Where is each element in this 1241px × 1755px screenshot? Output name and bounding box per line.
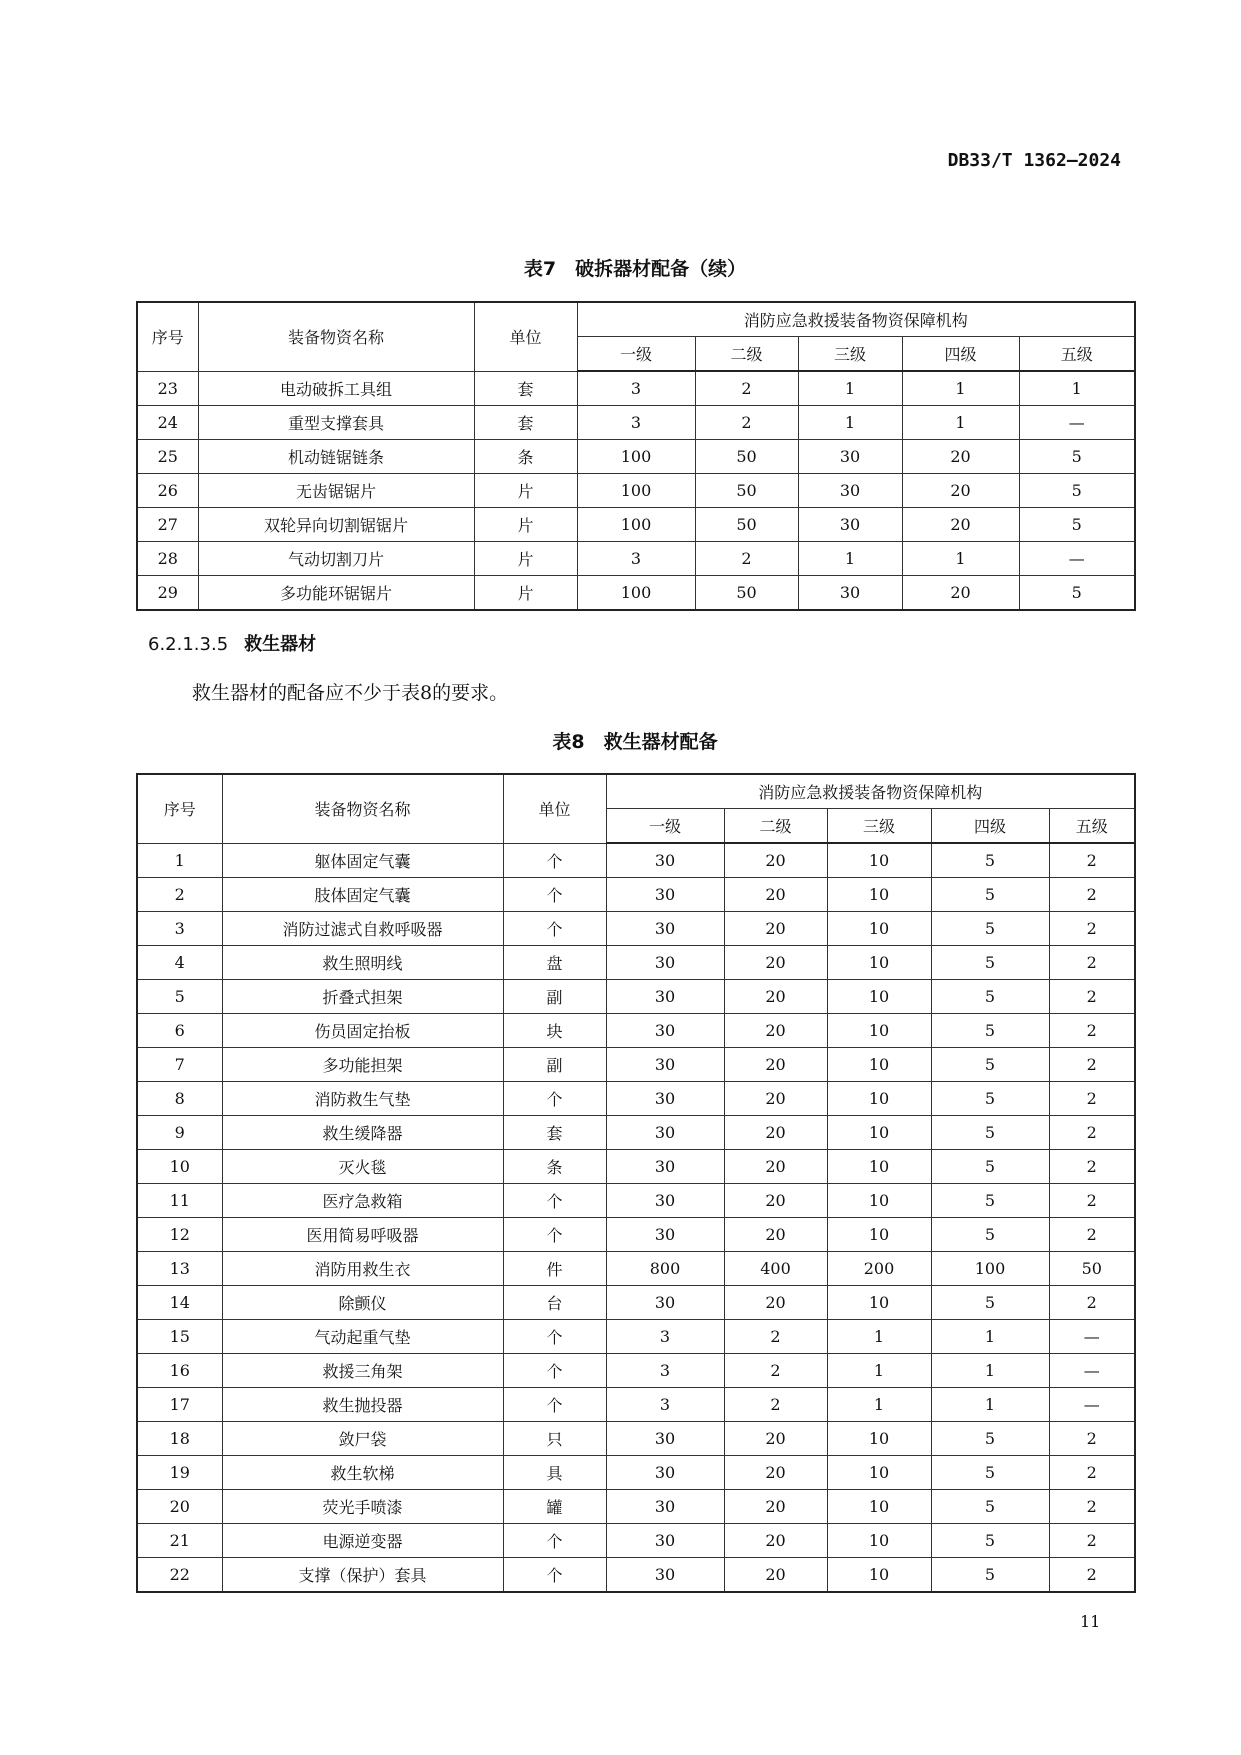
cell-level-4: 5 — [931, 1082, 1049, 1116]
cell-unit: 件 — [503, 1252, 606, 1286]
cell-level-1: 30 — [606, 843, 724, 878]
cell-level-3: 10 — [827, 1218, 931, 1252]
cell-name: 气动起重气垫 — [222, 1320, 503, 1354]
cell-level-1: 30 — [606, 878, 724, 912]
cell-level-2: 20 — [724, 1558, 827, 1593]
cell-name: 救生软梯 — [222, 1456, 503, 1490]
cell-level-2: 20 — [724, 980, 827, 1014]
cell-level-4: 5 — [931, 946, 1049, 980]
cell-level-5: 5 — [1019, 576, 1135, 611]
cell-level-1: 30 — [606, 1422, 724, 1456]
cell-level-4: 5 — [931, 1422, 1049, 1456]
cell-level-5: 2 — [1049, 1184, 1135, 1218]
header-group: 消防应急救援装备物资保障机构 — [606, 774, 1135, 809]
cell-name: 机动链锯链条 — [198, 440, 474, 474]
cell-name: 支撑（保护）套具 — [222, 1558, 503, 1593]
header-level-2: 二级 — [724, 809, 827, 844]
cell-level-5: 2 — [1049, 1048, 1135, 1082]
table-row — [137, 1388, 1135, 1422]
cell-level-3: 10 — [827, 843, 931, 878]
section-heading — [148, 630, 316, 656]
cell-name: 重型支撑套具 — [198, 406, 474, 440]
cell-unit: 台 — [503, 1286, 606, 1320]
cell-level-2: 2 — [695, 542, 798, 576]
cell-name: 灭火毯 — [222, 1150, 503, 1184]
cell-level-4: 100 — [931, 1252, 1049, 1286]
section-title: 救生器材 — [244, 634, 317, 655]
cell-level-1: 3 — [606, 1320, 724, 1354]
cell-level-1: 30 — [606, 912, 724, 946]
cell-no: 2 — [137, 878, 222, 912]
cell-level-5: 2 — [1049, 1218, 1135, 1252]
cell-level-4: 5 — [931, 1184, 1049, 1218]
cell-unit: 套 — [474, 371, 577, 406]
cell-level-3: 10 — [827, 878, 931, 912]
cell-level-3: 10 — [827, 1456, 931, 1490]
table-row — [137, 1014, 1135, 1048]
cell-unit: 套 — [474, 406, 577, 440]
cell-name: 肢体固定气囊 — [222, 878, 503, 912]
cell-no: 25 — [137, 440, 198, 474]
cell-level-5: 2 — [1049, 1456, 1135, 1490]
header-level-1: 一级 — [606, 809, 724, 844]
cell-level-4: 1 — [931, 1354, 1049, 1388]
cell-level-4: 5 — [931, 1014, 1049, 1048]
cell-name: 气动切割刀片 — [198, 542, 474, 576]
cell-level-1: 100 — [577, 508, 695, 542]
header-level-5: 五级 — [1019, 337, 1135, 372]
table-row — [137, 980, 1135, 1014]
cell-level-2: 20 — [724, 1490, 827, 1524]
cell-unit: 片 — [474, 576, 577, 611]
cell-no: 10 — [137, 1150, 222, 1184]
table-row — [137, 843, 1135, 878]
table-row — [137, 1320, 1135, 1354]
header-level-1: 一级 — [577, 337, 695, 372]
cell-level-2: 2 — [724, 1320, 827, 1354]
cell-level-3: 1 — [798, 371, 902, 406]
cell-name: 折叠式担架 — [222, 980, 503, 1014]
header-no: 序号 — [137, 302, 198, 371]
cell-name: 救生照明线 — [222, 946, 503, 980]
cell-level-4: 1 — [931, 1320, 1049, 1354]
cell-level-3: 10 — [827, 946, 931, 980]
cell-no: 23 — [137, 371, 198, 406]
cell-level-4: 5 — [931, 912, 1049, 946]
cell-level-5: — — [1049, 1320, 1135, 1354]
table-row — [137, 1252, 1135, 1286]
cell-level-4: 5 — [931, 1286, 1049, 1320]
cell-level-5: 2 — [1049, 1116, 1135, 1150]
cell-unit: 副 — [503, 980, 606, 1014]
cell-level-1: 30 — [606, 980, 724, 1014]
cell-level-2: 20 — [724, 1150, 827, 1184]
cell-level-3: 1 — [827, 1388, 931, 1422]
cell-no: 5 — [137, 980, 222, 1014]
table-row — [137, 1184, 1135, 1218]
cell-no: 4 — [137, 946, 222, 980]
cell-level-5: 50 — [1049, 1252, 1135, 1286]
table-row — [137, 1524, 1135, 1558]
cell-level-3: 10 — [827, 1048, 931, 1082]
cell-name: 救生缓降器 — [222, 1116, 503, 1150]
cell-level-4: 5 — [931, 1116, 1049, 1150]
cell-level-3: 1 — [798, 406, 902, 440]
table-row — [137, 912, 1135, 946]
cell-unit: 个 — [503, 1524, 606, 1558]
header-level-4: 四级 — [931, 809, 1049, 844]
table-row — [137, 508, 1135, 542]
cell-unit: 片 — [474, 542, 577, 576]
cell-no: 11 — [137, 1184, 222, 1218]
cell-level-1: 30 — [606, 1116, 724, 1150]
section-number: 6.2.1.3.5 — [148, 634, 229, 655]
cell-no: 8 — [137, 1082, 222, 1116]
cell-level-5: — — [1019, 542, 1135, 576]
cell-level-4: 20 — [902, 576, 1019, 611]
cell-name: 消防救生气垫 — [222, 1082, 503, 1116]
cell-unit: 个 — [503, 1354, 606, 1388]
cell-no: 24 — [137, 406, 198, 440]
cell-unit: 个 — [503, 1184, 606, 1218]
cell-level-1: 30 — [606, 1184, 724, 1218]
cell-level-1: 30 — [606, 1490, 724, 1524]
cell-level-4: 1 — [902, 542, 1019, 576]
cell-level-2: 20 — [724, 1184, 827, 1218]
cell-name: 躯体固定气囊 — [222, 843, 503, 878]
cell-level-4: 5 — [931, 980, 1049, 1014]
cell-unit: 片 — [474, 474, 577, 508]
cell-no: 28 — [137, 542, 198, 576]
cell-level-1: 100 — [577, 440, 695, 474]
cell-level-1: 30 — [606, 1218, 724, 1252]
cell-name: 荧光手喷漆 — [222, 1490, 503, 1524]
table7 — [136, 301, 1136, 611]
cell-level-4: 5 — [931, 878, 1049, 912]
cell-level-1: 3 — [577, 371, 695, 406]
cell-no: 18 — [137, 1422, 222, 1456]
cell-level-2: 2 — [724, 1354, 827, 1388]
cell-level-4: 5 — [931, 1218, 1049, 1252]
cell-no: 29 — [137, 576, 198, 611]
cell-level-5: 2 — [1049, 1082, 1135, 1116]
cell-level-4: 5 — [931, 1524, 1049, 1558]
cell-level-2: 2 — [695, 406, 798, 440]
header-name: 装备物资名称 — [198, 302, 474, 371]
cell-level-3: 10 — [827, 1422, 931, 1456]
cell-unit: 罐 — [503, 1490, 606, 1524]
cell-level-2: 20 — [724, 1116, 827, 1150]
cell-level-2: 20 — [724, 1524, 827, 1558]
cell-unit: 条 — [474, 440, 577, 474]
cell-unit: 个 — [503, 1218, 606, 1252]
table8 — [136, 773, 1136, 1593]
cell-unit: 个 — [503, 912, 606, 946]
cell-no: 16 — [137, 1354, 222, 1388]
cell-level-4: 5 — [931, 1558, 1049, 1593]
cell-level-4: 5 — [931, 1456, 1049, 1490]
table-row — [137, 1422, 1135, 1456]
cell-level-5: 5 — [1019, 440, 1135, 474]
cell-level-3: 10 — [827, 912, 931, 946]
table-row — [137, 1048, 1135, 1082]
cell-level-3: 10 — [827, 1150, 931, 1184]
table-row — [137, 1456, 1135, 1490]
cell-name: 医疗急救箱 — [222, 1184, 503, 1218]
cell-level-3: 30 — [798, 474, 902, 508]
cell-level-3: 10 — [827, 980, 931, 1014]
cell-unit: 条 — [503, 1150, 606, 1184]
table-row — [137, 878, 1135, 912]
cell-level-2: 20 — [724, 1422, 827, 1456]
cell-level-2: 20 — [724, 1082, 827, 1116]
header-no: 序号 — [137, 774, 222, 843]
table-row — [137, 440, 1135, 474]
cell-unit: 只 — [503, 1422, 606, 1456]
cell-level-5: — — [1019, 406, 1135, 440]
table8-body — [137, 843, 1135, 1592]
cell-level-1: 30 — [606, 1456, 724, 1490]
cell-level-5: 2 — [1049, 1524, 1135, 1558]
cell-level-3: 10 — [827, 1558, 931, 1593]
document-code: DB33/T 1362—2024 — [947, 150, 1121, 171]
cell-level-4: 5 — [931, 1490, 1049, 1524]
cell-level-3: 1 — [798, 542, 902, 576]
table8-title: 表8 救生器材配备 — [552, 731, 718, 753]
table-row — [137, 1082, 1135, 1116]
cell-level-5: 2 — [1049, 843, 1135, 878]
cell-name: 双轮异向切割锯锯片 — [198, 508, 474, 542]
cell-level-1: 30 — [606, 1048, 724, 1082]
cell-unit: 副 — [503, 1048, 606, 1082]
cell-no: 7 — [137, 1048, 222, 1082]
cell-level-3: 30 — [798, 576, 902, 611]
cell-name: 电源逆变器 — [222, 1524, 503, 1558]
cell-level-5: 2 — [1049, 878, 1135, 912]
table-row — [137, 1218, 1135, 1252]
table-row — [137, 946, 1135, 980]
cell-unit: 个 — [503, 1388, 606, 1422]
cell-level-2: 2 — [724, 1388, 827, 1422]
cell-unit: 套 — [503, 1116, 606, 1150]
cell-level-4: 20 — [902, 508, 1019, 542]
cell-level-1: 800 — [606, 1252, 724, 1286]
cell-level-2: 50 — [695, 440, 798, 474]
cell-level-3: 10 — [827, 1524, 931, 1558]
cell-level-2: 20 — [724, 878, 827, 912]
cell-level-4: 5 — [931, 843, 1049, 878]
cell-name: 多功能环锯锯片 — [198, 576, 474, 611]
cell-level-2: 400 — [724, 1252, 827, 1286]
cell-level-5: 2 — [1049, 946, 1135, 980]
table-row — [137, 1286, 1135, 1320]
table-row — [137, 1490, 1135, 1524]
cell-unit: 个 — [503, 843, 606, 878]
cell-level-3: 1 — [827, 1354, 931, 1388]
cell-name: 除颤仪 — [222, 1286, 503, 1320]
cell-level-1: 30 — [606, 1014, 724, 1048]
header-unit: 单位 — [474, 302, 577, 371]
table-row — [137, 542, 1135, 576]
table7-title: 表7 破拆器材配备（续） — [523, 258, 747, 280]
cell-level-1: 100 — [577, 474, 695, 508]
cell-level-3: 30 — [798, 440, 902, 474]
table-row — [137, 576, 1135, 611]
cell-level-5: 2 — [1049, 980, 1135, 1014]
cell-level-3: 10 — [827, 1490, 931, 1524]
header-unit: 单位 — [503, 774, 606, 843]
cell-name: 消防过滤式自救呼吸器 — [222, 912, 503, 946]
cell-level-5: — — [1049, 1388, 1135, 1422]
cell-level-4: 1 — [902, 371, 1019, 406]
table-row — [137, 1116, 1135, 1150]
cell-name: 医用简易呼吸器 — [222, 1218, 503, 1252]
cell-name: 伤员固定抬板 — [222, 1014, 503, 1048]
cell-unit: 片 — [474, 508, 577, 542]
cell-level-2: 20 — [724, 912, 827, 946]
cell-no: 21 — [137, 1524, 222, 1558]
table-row — [137, 1558, 1135, 1593]
table7-body — [137, 371, 1135, 610]
cell-no: 3 — [137, 912, 222, 946]
table-row — [137, 1354, 1135, 1388]
cell-level-3: 10 — [827, 1116, 931, 1150]
cell-level-4: 20 — [902, 474, 1019, 508]
cell-name: 救援三角架 — [222, 1354, 503, 1388]
cell-level-2: 20 — [724, 1048, 827, 1082]
cell-level-4: 1 — [931, 1388, 1049, 1422]
cell-no: 17 — [137, 1388, 222, 1422]
cell-level-1: 3 — [606, 1354, 724, 1388]
cell-level-2: 50 — [695, 474, 798, 508]
cell-name: 消防用救生衣 — [222, 1252, 503, 1286]
cell-level-1: 3 — [577, 542, 695, 576]
cell-name: 无齿锯锯片 — [198, 474, 474, 508]
cell-no: 13 — [137, 1252, 222, 1286]
cell-no: 20 — [137, 1490, 222, 1524]
table-row — [137, 1150, 1135, 1184]
cell-level-5: 2 — [1049, 1014, 1135, 1048]
cell-level-1: 100 — [577, 576, 695, 611]
cell-level-2: 50 — [695, 508, 798, 542]
cell-level-4: 5 — [931, 1150, 1049, 1184]
cell-level-5: 2 — [1049, 1422, 1135, 1456]
cell-no: 12 — [137, 1218, 222, 1252]
cell-level-2: 20 — [724, 1014, 827, 1048]
cell-no: 22 — [137, 1558, 222, 1593]
cell-unit: 个 — [503, 1082, 606, 1116]
cell-name: 电动破拆工具组 — [198, 371, 474, 406]
section-paragraph: 救生器材的配备应不少于表8的要求。 — [192, 682, 509, 704]
cell-level-5: 5 — [1019, 474, 1135, 508]
cell-no: 26 — [137, 474, 198, 508]
header-level-5: 五级 — [1049, 809, 1135, 844]
cell-level-5: 2 — [1049, 1150, 1135, 1184]
cell-level-5: 2 — [1049, 1558, 1135, 1593]
header-name: 装备物资名称 — [222, 774, 503, 843]
cell-level-3: 10 — [827, 1082, 931, 1116]
cell-no: 1 — [137, 843, 222, 878]
cell-level-5: — — [1049, 1354, 1135, 1388]
cell-level-4: 20 — [902, 440, 1019, 474]
cell-level-3: 10 — [827, 1014, 931, 1048]
cell-level-1: 30 — [606, 1082, 724, 1116]
cell-level-2: 50 — [695, 576, 798, 611]
page-number: 11 — [1080, 1612, 1101, 1631]
cell-no: 15 — [137, 1320, 222, 1354]
cell-level-4: 1 — [902, 406, 1019, 440]
cell-level-5: 2 — [1049, 1286, 1135, 1320]
header-level-3: 三级 — [798, 337, 902, 372]
cell-level-1: 30 — [606, 1524, 724, 1558]
cell-unit: 个 — [503, 1558, 606, 1593]
cell-name: 救生抛投器 — [222, 1388, 503, 1422]
table-row — [137, 406, 1135, 440]
cell-level-1: 30 — [606, 1558, 724, 1593]
cell-no: 9 — [137, 1116, 222, 1150]
cell-level-3: 200 — [827, 1252, 931, 1286]
cell-level-2: 20 — [724, 946, 827, 980]
cell-level-3: 10 — [827, 1184, 931, 1218]
cell-level-3: 30 — [798, 508, 902, 542]
cell-level-2: 20 — [724, 1218, 827, 1252]
cell-unit: 具 — [503, 1456, 606, 1490]
cell-level-3: 1 — [827, 1320, 931, 1354]
cell-level-2: 20 — [724, 843, 827, 878]
cell-unit: 块 — [503, 1014, 606, 1048]
header-level-2: 二级 — [695, 337, 798, 372]
cell-level-1: 3 — [577, 406, 695, 440]
cell-level-5: 1 — [1019, 371, 1135, 406]
cell-no: 27 — [137, 508, 198, 542]
cell-level-3: 10 — [827, 1286, 931, 1320]
cell-level-2: 20 — [724, 1456, 827, 1490]
cell-level-4: 5 — [931, 1048, 1049, 1082]
cell-unit: 盘 — [503, 946, 606, 980]
cell-level-5: 5 — [1019, 508, 1135, 542]
cell-level-5: 2 — [1049, 912, 1135, 946]
header-group: 消防应急救援装备物资保障机构 — [577, 302, 1135, 337]
cell-level-1: 3 — [606, 1388, 724, 1422]
cell-name: 多功能担架 — [222, 1048, 503, 1082]
cell-unit: 个 — [503, 1320, 606, 1354]
table-row — [137, 371, 1135, 406]
cell-level-1: 30 — [606, 1150, 724, 1184]
cell-no: 6 — [137, 1014, 222, 1048]
table-row — [137, 474, 1135, 508]
header-level-3: 三级 — [827, 809, 931, 844]
cell-no: 19 — [137, 1456, 222, 1490]
cell-name: 敛尸袋 — [222, 1422, 503, 1456]
cell-no: 14 — [137, 1286, 222, 1320]
cell-level-1: 30 — [606, 946, 724, 980]
header-level-4: 四级 — [902, 337, 1019, 372]
cell-unit: 个 — [503, 878, 606, 912]
cell-level-2: 2 — [695, 371, 798, 406]
cell-level-5: 2 — [1049, 1490, 1135, 1524]
cell-level-2: 20 — [724, 1286, 827, 1320]
cell-level-1: 30 — [606, 1286, 724, 1320]
